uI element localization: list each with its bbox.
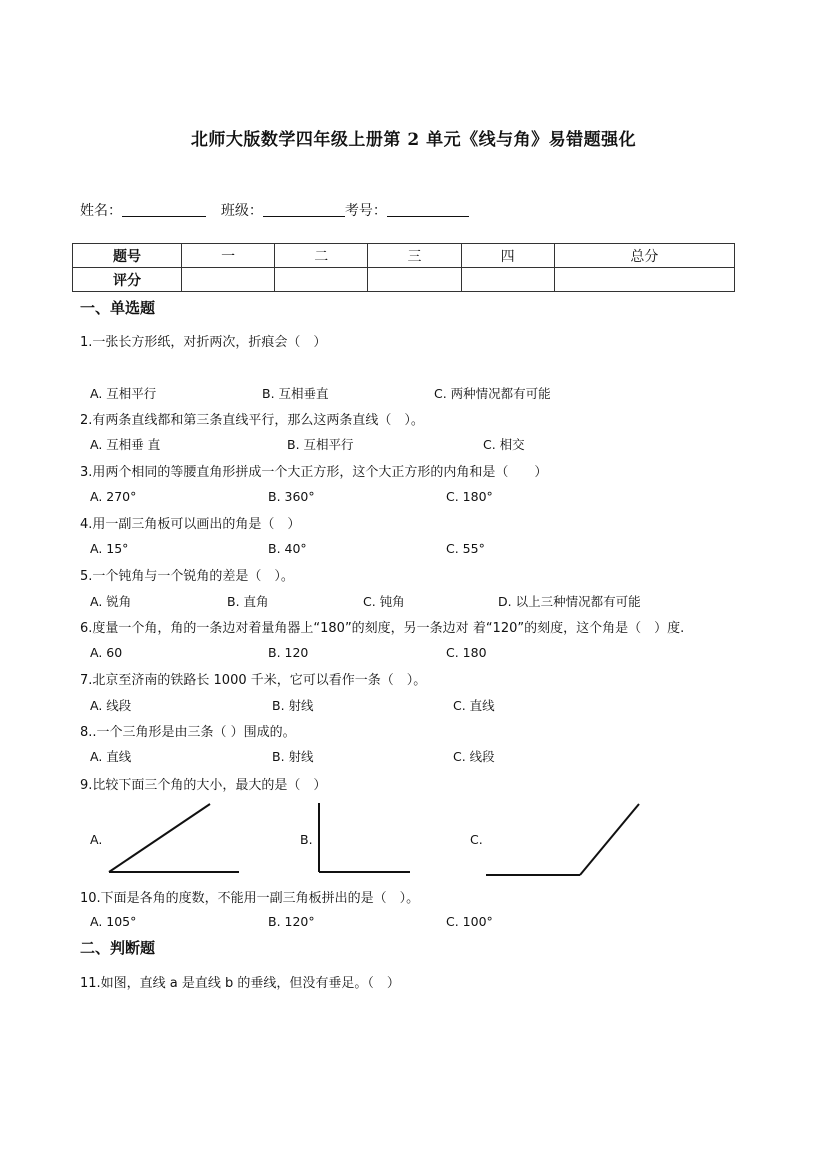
question-4-option-b[interactable]: B. 40° xyxy=(268,541,307,556)
score-input-cell[interactable] xyxy=(275,268,368,292)
question-3-option-b[interactable]: B. 360° xyxy=(268,489,315,504)
score-table-cell: 评分 xyxy=(73,268,182,292)
question-7-option-a[interactable]: A. 线段 xyxy=(90,698,132,713)
class-blank[interactable] xyxy=(263,202,345,217)
question-11: 11.如图，直线 a 是直线 b 的垂线，但没有垂足。（ ） xyxy=(80,976,400,991)
question-3-option-c[interactable]: C. 180° xyxy=(446,489,493,504)
question-4: 4.用一副三角板可以画出的角是（ ） xyxy=(80,517,301,532)
question-10-option-c[interactable]: C. 100° xyxy=(446,914,493,929)
question-7-option-b[interactable]: B. 射线 xyxy=(272,698,314,713)
question-8-option-c[interactable]: C. 线段 xyxy=(453,749,495,764)
score-table-cell: 一 xyxy=(182,244,275,268)
name-blank[interactable] xyxy=(122,202,206,217)
question-7-option-c[interactable]: C. 直线 xyxy=(453,698,495,713)
section-heading-single-choice: 一、单选题 xyxy=(80,299,156,317)
question-10-option-b[interactable]: B. 120° xyxy=(268,914,315,929)
score-input-cell[interactable] xyxy=(182,268,275,292)
question-4-option-c[interactable]: C. 55° xyxy=(446,541,485,556)
score-input-cell[interactable] xyxy=(554,268,734,292)
question-8: 8..一个三角形是由三条（ ）围成的。 xyxy=(80,725,296,740)
question-5-option-b[interactable]: B. 直角 xyxy=(227,594,269,609)
score-table-score-row xyxy=(73,268,735,292)
question-9: 9.比较下面三个角的大小，最大的是（ ） xyxy=(80,778,327,793)
question-5: 5.一个钝角与一个锐角的差是（ ）。 xyxy=(80,569,294,584)
exam-no-blank[interactable] xyxy=(387,202,469,217)
score-input-cell[interactable] xyxy=(461,268,554,292)
question-3: 3.用两个相同的等腰直角形拼成一个大正方形，这个大正方形的内角和是（ ） xyxy=(80,465,548,480)
question-8-option-b[interactable]: B. 射线 xyxy=(272,749,314,764)
question-6-option-a[interactable]: A. 60 xyxy=(90,645,123,660)
question-9-option-a[interactable]: A. xyxy=(90,832,103,847)
score-table-cell: 三 xyxy=(368,244,461,268)
question-6-option-c[interactable]: C. 180 xyxy=(446,645,487,660)
question-7: 7.北京至济南的铁路长 1000 千米，它可以看作一条（ ）。 xyxy=(80,673,427,688)
question-1-option-c[interactable]: C. 两种情况都有可能 xyxy=(434,386,551,401)
question-8-option-a[interactable]: A. 直线 xyxy=(90,749,132,764)
score-table-cell: 二 xyxy=(275,244,368,268)
class-label: 班级： xyxy=(220,203,263,219)
question-1-option-a[interactable]: A. 互相平行 xyxy=(90,386,157,401)
question-2: 2.有两条直线都和第三条直线平行，那么这两条直线（ ）。 xyxy=(80,413,424,428)
question-5-option-c[interactable]: C. 钝角 xyxy=(363,594,405,609)
question-6: 6.度量一个角，角的一条边对着量角器上“180”的刻度，另一条边对 着“120”的刻度，这个角是（ ）度. xyxy=(80,621,685,636)
question-2-option-b[interactable]: B. 互相平行 xyxy=(287,437,354,452)
question-6-option-b[interactable]: B. 120 xyxy=(268,645,309,660)
score-table-cell: 题号 xyxy=(73,244,182,268)
acute-angle-figure xyxy=(100,795,250,880)
question-9-option-b[interactable]: B. xyxy=(300,832,313,847)
question-1-option-b[interactable]: B. 互相垂直 xyxy=(262,386,329,401)
question-2-option-a[interactable]: A. 互相垂 直 xyxy=(90,437,161,452)
score-input-cell[interactable] xyxy=(368,268,461,292)
question-2-option-c[interactable]: C. 相交 xyxy=(483,437,525,452)
score-table xyxy=(72,243,735,292)
name-label: 姓名： xyxy=(80,203,122,219)
question-3-option-a[interactable]: A. 270° xyxy=(90,489,137,504)
question-5-option-a[interactable]: A. 锐角 xyxy=(90,594,132,609)
student-info-line xyxy=(80,200,469,220)
exam-no-label: 考号： xyxy=(344,203,387,219)
question-9-option-c[interactable]: C. xyxy=(470,832,483,847)
question-10-option-a[interactable]: A. 105° xyxy=(90,914,137,929)
section-heading-true-false: 二、判断题 xyxy=(80,939,156,957)
question-10: 10.下面是各角的度数，不能用一副三角板拼出的是（ ）。 xyxy=(80,891,420,906)
question-1: 1.一张长方形纸，对折两次，折痕会（ ） xyxy=(80,335,327,350)
question-4-option-a[interactable]: A. 15° xyxy=(90,541,129,556)
question-5-option-d[interactable]: D. 以上三种情况都有可能 xyxy=(498,594,641,609)
score-table-header-row xyxy=(73,244,735,268)
score-table-cell: 总分 xyxy=(554,244,734,268)
right-angle-figure xyxy=(310,795,420,880)
score-table-cell: 四 xyxy=(461,244,554,268)
obtuse-angle-figure xyxy=(480,795,650,885)
page-title: 北师大版数学四年级上册第 2 单元《线与角》易错题强化 xyxy=(190,130,637,150)
